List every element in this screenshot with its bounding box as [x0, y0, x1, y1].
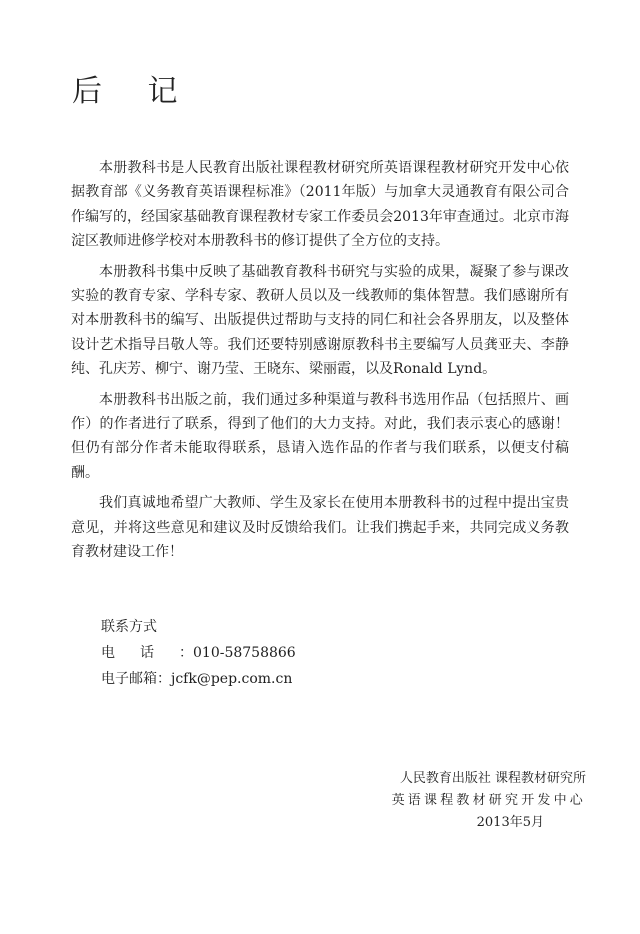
- email-value: jcfk@pep.com.cn: [171, 671, 293, 687]
- phone-label: 电话: [101, 645, 179, 661]
- contact-email-row: [101, 666, 296, 692]
- paragraph-3: 本册教科书出版之前，我们通过多种渠道与教科书选用作品（包括照片、画作）的作者进行了联系，得到了他们的大力支持。对此，我们表示衷心的感谢！但仍有部分作者未能取得联系，恳请入选作品的作者与我们联系，以便支付稿酬。: [71, 391, 569, 481]
- email-separator: ：: [157, 671, 171, 687]
- email-label: 电子邮箱: [101, 671, 157, 687]
- paragraph-2: 本册教科书集中反映了基础教育教科书研究与实验的成果，凝聚了参与课改实验的教育专家、学科专家、教研人员以及一线教师的集体智慧。我们感谢所有对本册教科书的编写、出版提供过帮助与支持的同仁和社会各界朋友，以及整体设计艺术指导吕敬人等。我们还要特别感谢原教科书主要编写人员龚亚夫、李静纯、孔庆芳、柳宁、谢乃莹、王晓东、梁丽霞，以及Ronald Lynd。: [71, 263, 569, 378]
- contact-info: [101, 614, 296, 692]
- page-title: 后 记: [72, 74, 196, 109]
- signature-block: [392, 768, 586, 834]
- phone-separator: ：: [179, 645, 193, 661]
- contact-heading: 联系方式: [101, 619, 157, 635]
- signature-publisher: 人民教育出版社 课程教材研究所: [399, 771, 586, 786]
- phone-value: 010-58758866: [193, 645, 296, 661]
- signature-center: 英语课程教材研究开发中心: [391, 793, 586, 808]
- signature-date: 2013年5月: [476, 815, 544, 830]
- contact-phone-row: [101, 640, 296, 666]
- afterword-body: [71, 156, 569, 571]
- paragraph-4: 我们真诚地希望广大教师、学生及家长在使用本册教科书的过程中提出宝贵意见，并将这些意见和建议及时反馈给我们。让我们携起手来，共同完成义务教育教材建设工作！: [71, 495, 569, 561]
- paragraph-1: 本册教科书是人民教育出版社课程教材研究所英语课程教材研究开发中心依据教育部《义务教育英语课程标准》（2011年版）与加拿大灵通教育有限公司合作编写的，经国家基础教育课程教材专家工作委员会2013年审查通过。北京市海淀区教师进修学校对本册教科书的修订提供了全方位的支持。: [71, 160, 569, 250]
